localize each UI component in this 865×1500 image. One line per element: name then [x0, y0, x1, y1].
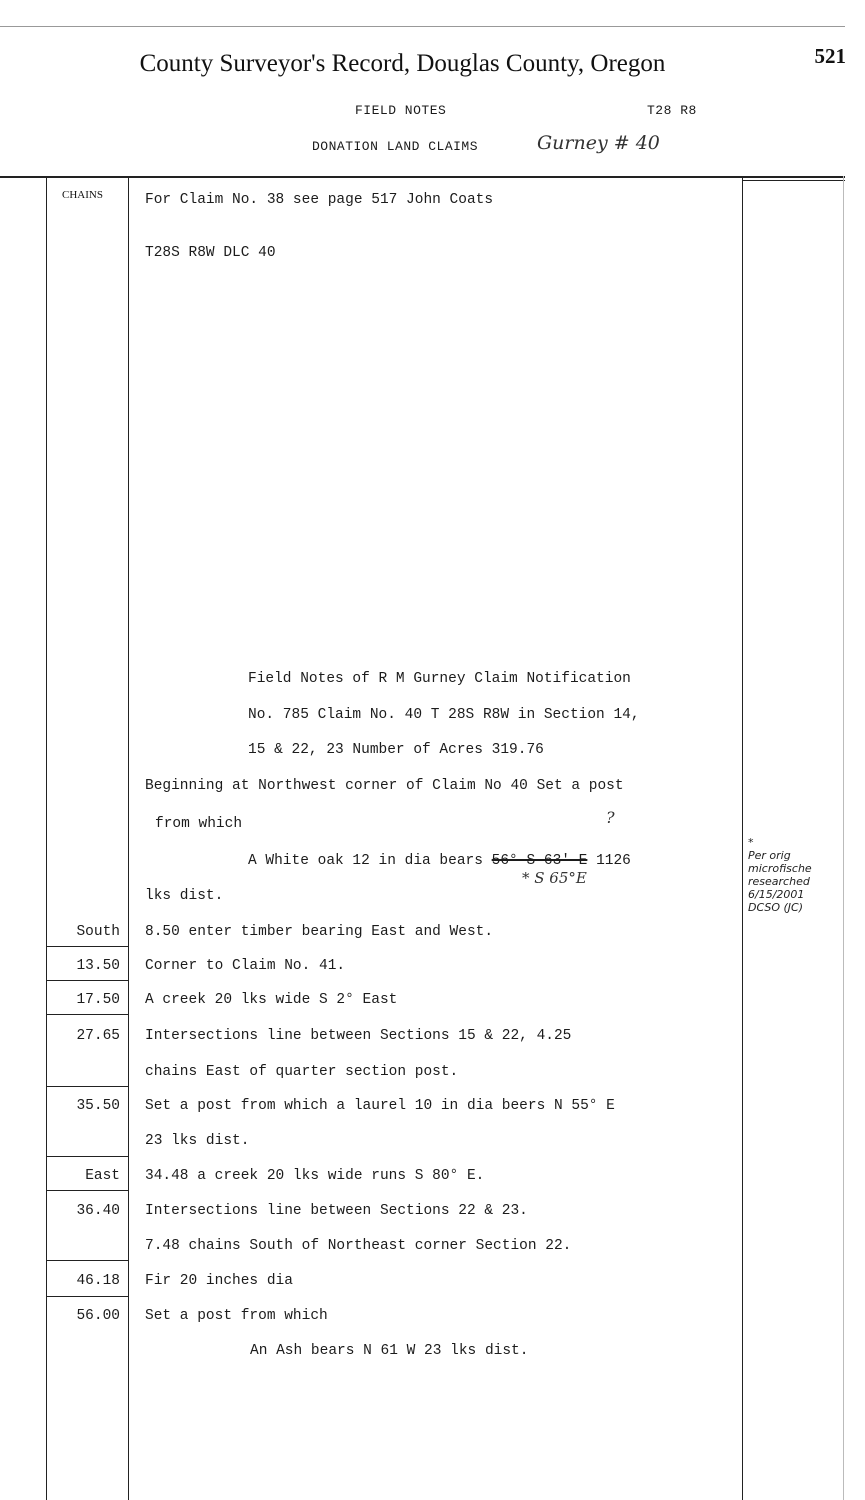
- beginning-line: Beginning at Northwest corner of Claim No 40 Set a post: [145, 778, 624, 794]
- township-line: T28S R8W DLC 40: [145, 245, 276, 261]
- margin-note: [748, 836, 858, 914]
- chain-value: 27.65: [76, 1028, 120, 1044]
- entry-text: chains East of quarter section post.: [145, 1064, 459, 1080]
- oak-bearing-prefix: A White oak 12 in dia bears: [248, 853, 483, 869]
- claims-label: DONATION LAND CLAIMS: [312, 139, 479, 154]
- chain-value: 46.18: [76, 1273, 120, 1289]
- chain-value: 56.00: [76, 1308, 120, 1324]
- township-range-label: T28 R8: [647, 103, 697, 118]
- intro-line: 15 & 22, 23 Number of Acres 319.76: [248, 742, 544, 758]
- entry-text: Intersections line between Sections 15 & 22, 4.25: [145, 1028, 572, 1044]
- entry-text: Fir 20 inches dia: [145, 1273, 293, 1289]
- chain-value: 13.50: [76, 958, 120, 974]
- entry-text: Intersections line between Sections 22 & 23.: [145, 1203, 528, 1219]
- entry-text: 34.48 a creek 20 lks wide runs S 80° E.: [145, 1168, 485, 1184]
- field-notes-label: FIELD NOTES: [355, 103, 447, 118]
- entry-text: A creek 20 lks wide S 2° East: [145, 992, 398, 1008]
- row-divider: [46, 1086, 129, 1087]
- row-divider: [46, 1190, 129, 1191]
- entry-text: 7.48 chains South of Northeast corner Section 22.: [145, 1238, 572, 1254]
- row-divider: [46, 1260, 129, 1261]
- chain-value: East: [85, 1168, 120, 1184]
- chain-value: 36.40: [76, 1203, 120, 1219]
- claims-handwritten: Gurney # 40: [537, 132, 660, 154]
- oak-bearing-correction: * S 65°E: [522, 869, 587, 887]
- intro-line: Field Notes of R M Gurney Claim Notification: [248, 671, 631, 687]
- margin-note-line: 6/15/2001: [748, 888, 805, 901]
- row-divider: [46, 980, 129, 981]
- row-divider: [46, 1156, 129, 1157]
- row-divider: [46, 946, 129, 947]
- entry-text: Corner to Claim No. 41.: [145, 958, 346, 974]
- oak-bearing-suffix: 1126: [596, 853, 631, 869]
- correction-question-mark: ?: [606, 808, 615, 827]
- oak-bearing-struck: 56° S 63' E: [491, 853, 588, 869]
- entry-text: 23 lks dist.: [145, 1133, 250, 1149]
- left-column-rule: [46, 176, 47, 1500]
- page-number: 521: [814, 44, 846, 68]
- oak-distance-line: lks dist.: [145, 888, 224, 904]
- top-border: [0, 26, 845, 27]
- page-title: County Surveyor's Record, Douglas County, Oregon: [139, 50, 666, 77]
- row-divider: [46, 1014, 129, 1015]
- entry-text: Set a post from which a laurel 10 in dia beers N 55° E: [145, 1098, 615, 1114]
- intro-line: No. 785 Claim No. 40 T 28S R8W in Section 14,: [248, 707, 640, 723]
- chain-value: 17.50: [76, 992, 120, 1008]
- closing-line: An Ash bears N 61 W 23 lks dist.: [250, 1343, 529, 1359]
- table-top-rule: [0, 176, 845, 178]
- margin-note-asterisk: *: [748, 836, 754, 849]
- beginning-line: from which: [155, 816, 243, 832]
- chain-value: 35.50: [76, 1098, 120, 1114]
- notes-column-rule: [742, 176, 743, 1500]
- entry-text: Set a post from which: [145, 1308, 328, 1324]
- reference-line: For Claim No. 38 see page 517 John Coats: [145, 192, 494, 208]
- chains-column-rule: [128, 176, 129, 1500]
- oak-bearing-line: [248, 853, 631, 869]
- margin-note-line: Per orig: [748, 849, 791, 862]
- margin-note-line: DCSO (JC): [748, 901, 803, 914]
- row-divider: [46, 1296, 129, 1297]
- margin-note-line: microfische: [748, 862, 812, 875]
- entry-text: 8.50 enter timber bearing East and West.: [145, 924, 494, 940]
- table-top-rule-thin: [742, 180, 845, 181]
- margin-note-line: researched: [748, 875, 810, 888]
- chains-column-header: CHAINS: [62, 189, 103, 201]
- chain-value: South: [76, 924, 120, 940]
